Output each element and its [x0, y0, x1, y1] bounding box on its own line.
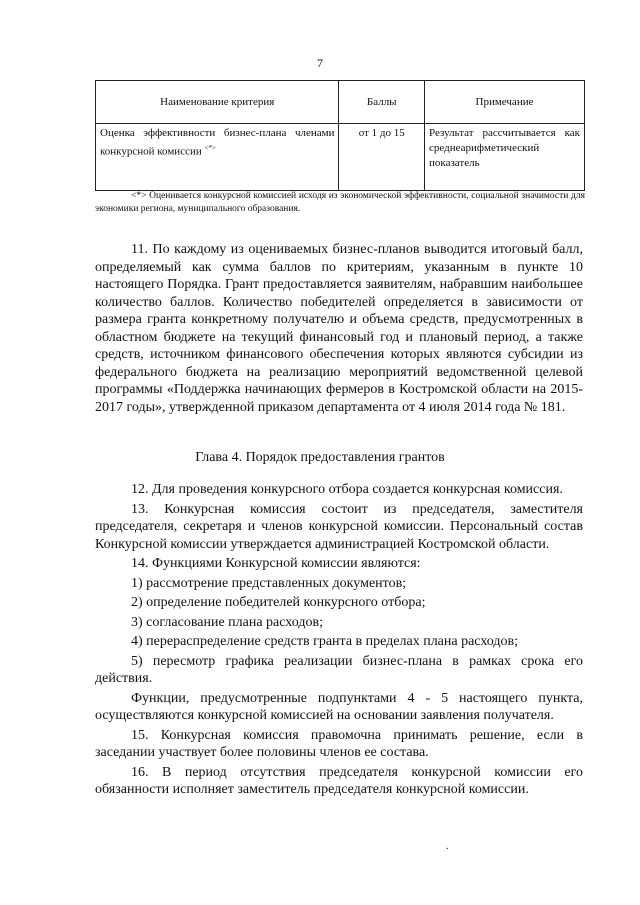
cell-points: от 1 до 15 [339, 124, 425, 191]
list-item: 1) рассмотрение представленных документов; [131, 575, 407, 591]
paragraph-11: 11. По каждому из оцениваемых бизнес-планов выводится итоговый балл, определяемый как сумма баллов по критериям, указанным в пункте 10 настоящего Порядка. Грант предоставляется заявителям, набравшим наибольшее количество баллов. Количество победителей определяется в зависимости от размера гранта конкретному получателю и объема средств, предусмотренных в областном бюджете на текущий финансовый год и плановый период, а также средств, источником финансового обеспечения которых являются субсидии из федерального бюджета на реализацию мероприятий ведомственной целевой программы «Поддержка начинающих фермеров в Костромской области на 2015-2017 годы», утвержденной приказом департамента от 4 июля 2014 года № 181. [95, 242, 583, 415]
paragraph-15: 15. Конкурсная комиссия правомочна принимать решение, если в заседании участвует более половины членов ее состава. [95, 727, 583, 760]
section-p11 [95, 241, 583, 416]
paragraph-14: 14. Функциями Конкурсной комиссии являются: [131, 556, 421, 571]
page-number: 7 [317, 56, 323, 70]
header-criterion: Наименование критерия [96, 81, 339, 124]
list-item: 4) перераспределение средств гранта в пределах плана расходов; [131, 634, 519, 649]
chapter-title: Глава 4. Порядок предоставления грантов [195, 450, 445, 465]
criterion-text: Оценка эффективности бизнес-плана членами конкурсной комиссии [100, 127, 335, 158]
paragraph-13: 13. Конкурсная комиссия состоит из председателя, заместителя председателя, секретаря и членов конкурсной комиссии. Персональный состав Конкурсной комиссии утверждается администрацией Костромской области. [95, 501, 583, 552]
paragraph-12: 12. Для проведения конкурсного отбора создается конкурсная комиссия. [131, 482, 563, 497]
header-note: Примечание [425, 81, 585, 124]
list-item: 5) пересмотр графика реализации бизнес-плана в рамках срока его действия. [95, 653, 583, 686]
list-item: 3) согласование плана расходов; [131, 614, 323, 630]
cell-criterion [96, 124, 339, 191]
header-points: Баллы [339, 81, 425, 124]
table-footnote: <*> Оценивается конкурсной комиссией исходя из экономической эффективности, социальной значимости для экономики региона, муниципального образования. [95, 191, 585, 214]
table-row [96, 124, 585, 191]
list-item: 2) определение победителей конкурсного отбора; [131, 595, 426, 610]
cell-note: Результат рассчитывается как среднеарифметический показатель [425, 124, 585, 191]
paragraph-16: 16. В период отсутствия председателя конкурсной комиссии его обязанности исполняет заместитель председателя конкурсной комиссии. [95, 764, 583, 797]
section-chapter-4 [95, 481, 583, 801]
footnote-mark: <*> [204, 144, 216, 152]
table-header-row [96, 81, 585, 124]
trailing-mark: . [446, 841, 449, 852]
criteria-table [95, 80, 585, 191]
paragraph-14-note: Функции, предусмотренные подпунктами 4 - 5 настоящего пункта, осуществляются конкурсной комиссией на основании заявления получателя. [95, 690, 583, 723]
